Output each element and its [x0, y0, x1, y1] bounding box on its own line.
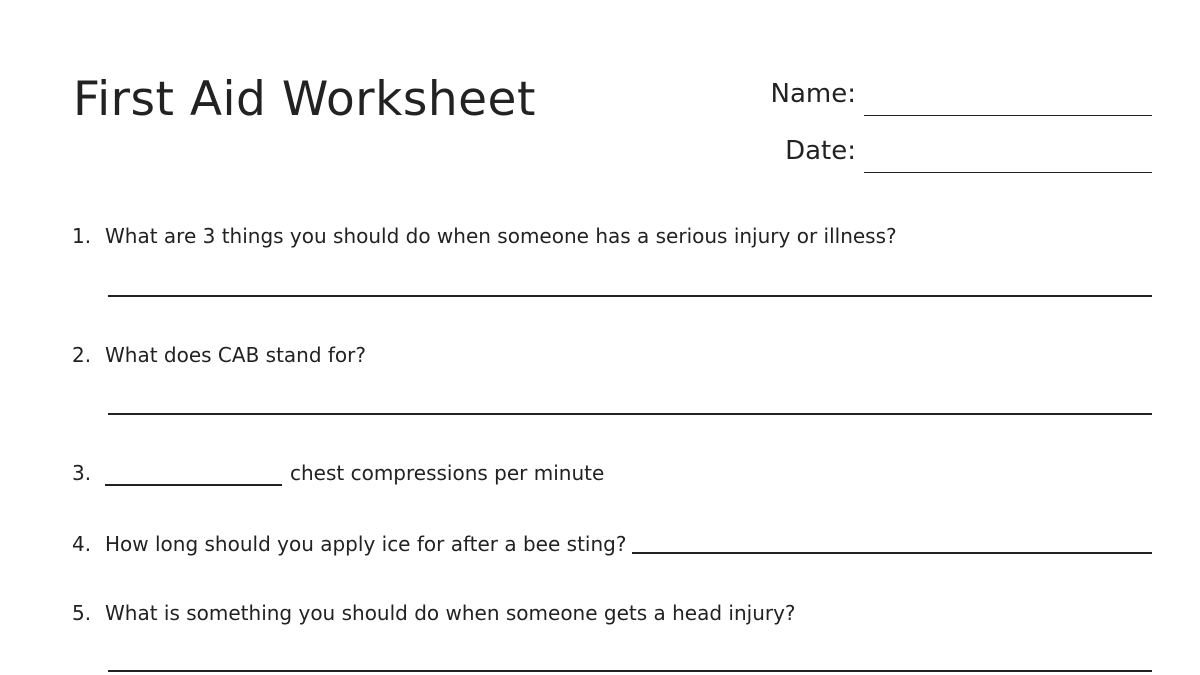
question-3-number: 3.	[72, 461, 92, 485]
question-1-answer-line[interactable]	[108, 295, 1152, 297]
question-5-text: What is something you should do when someone gets a head injury?	[105, 601, 796, 625]
question-1-number: 1.	[72, 224, 92, 248]
date-input-line[interactable]	[864, 172, 1152, 173]
question-5-answer-line[interactable]	[108, 670, 1152, 672]
question-3-text: chest compressions per minute	[290, 461, 605, 485]
question-5-number: 5.	[72, 601, 92, 625]
question-4-answer-line[interactable]	[632, 552, 1152, 554]
question-2-number: 2.	[72, 343, 92, 367]
date-label: Date:	[785, 136, 856, 166]
worksheet-title: First Aid Worksheet	[73, 72, 536, 127]
name-input-line[interactable]	[864, 115, 1152, 116]
name-label: Name:	[770, 79, 856, 109]
question-4-number: 4.	[72, 532, 92, 556]
question-2-text: What does CAB stand for?	[105, 343, 367, 367]
question-3-answer-line[interactable]	[105, 484, 282, 486]
question-1-text: What are 3 things you should do when someone has a serious injury or illness?	[105, 224, 897, 248]
question-2-answer-line[interactable]	[108, 413, 1152, 415]
question-4-text: How long should you apply ice for after a bee sting?	[105, 532, 627, 556]
